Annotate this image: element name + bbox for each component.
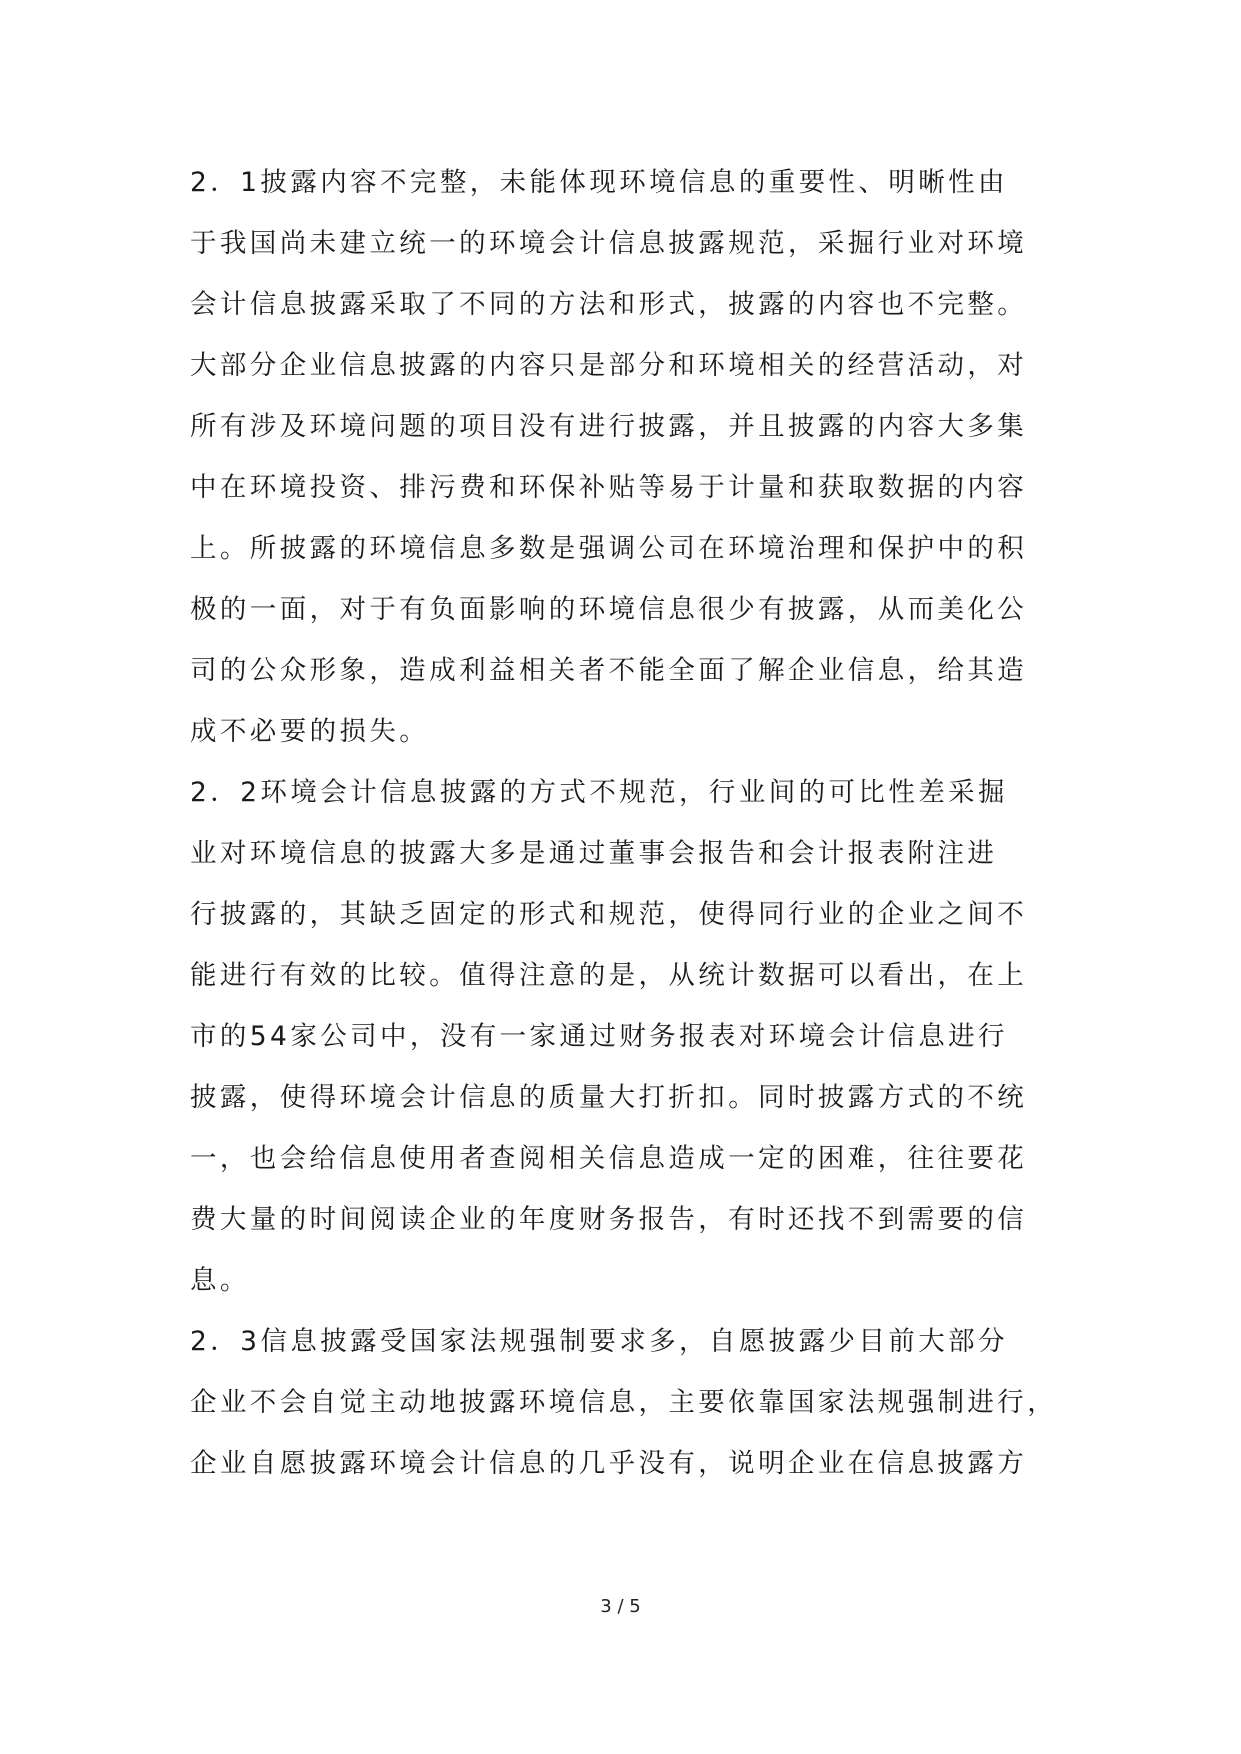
text-line: 市的54家公司中，没有一家通过财务报表对环境会计信息进行	[190, 1021, 1008, 1052]
text-line: 大部分企业信息披露的内容只是部分和环境相关的经营活动，对	[190, 350, 1028, 381]
text-line: 2．3信息披露受国家法规强制要求多，自愿披露少目前大部分	[190, 1326, 1008, 1357]
text-line: 2．2环境会计信息披露的方式不规范，行业间的可比性差采掘	[190, 777, 1008, 808]
text-line: 企业不会自觉主动地披露环境信息，主要依靠国家法规强制进行，	[190, 1387, 1058, 1418]
document-body	[190, 152, 1060, 1494]
text-line: 企业自愿披露环境会计信息的几乎没有，说明企业在信息披露方	[190, 1448, 1028, 1479]
text-line: 中在环境投资、排污费和环保补贴等易于计量和获取数据的内容	[190, 472, 1028, 503]
text-line: 极的一面，对于有负面影响的环境信息很少有披露，从而美化公	[190, 594, 1028, 625]
text-line: 成不必要的损失。	[190, 716, 430, 747]
page-number: 3 / 5	[600, 1596, 641, 1617]
text-line: 会计信息披露采取了不同的方法和形式，披露的内容也不完整。	[190, 289, 1028, 320]
text-line: 行披露的，其缺乏固定的形式和规范，使得同行业的企业之间不	[190, 899, 1028, 930]
text-line: 披露，使得环境会计信息的质量大打折扣。同时披露方式的不统	[190, 1082, 1028, 1113]
text-line: 2．1披露内容不完整，未能体现环境信息的重要性、明晰性由	[190, 167, 1008, 198]
text-line: 息。	[190, 1265, 250, 1296]
text-line: 上。所披露的环境信息多数是强调公司在环境治理和保护中的积	[190, 533, 1028, 564]
text-line: 费大量的时间阅读企业的年度财务报告，有时还找不到需要的信	[190, 1204, 1028, 1235]
text-line: 于我国尚未建立统一的环境会计信息披露规范，采掘行业对环境	[190, 228, 1028, 259]
text-line: 能进行有效的比较。值得注意的是，从统计数据可以看出，在上	[190, 960, 1028, 991]
text-line: 业对环境信息的披露大多是通过董事会报告和会计报表附注进	[190, 838, 998, 869]
text-line: 所有涉及环境问题的项目没有进行披露，并且披露的内容大多集	[190, 411, 1028, 442]
text-line: 司的公众形象，造成利益相关者不能全面了解企业信息，给其造	[190, 655, 1028, 686]
text-line: 一，也会给信息使用者查阅相关信息造成一定的困难，往往要花	[190, 1143, 1028, 1174]
